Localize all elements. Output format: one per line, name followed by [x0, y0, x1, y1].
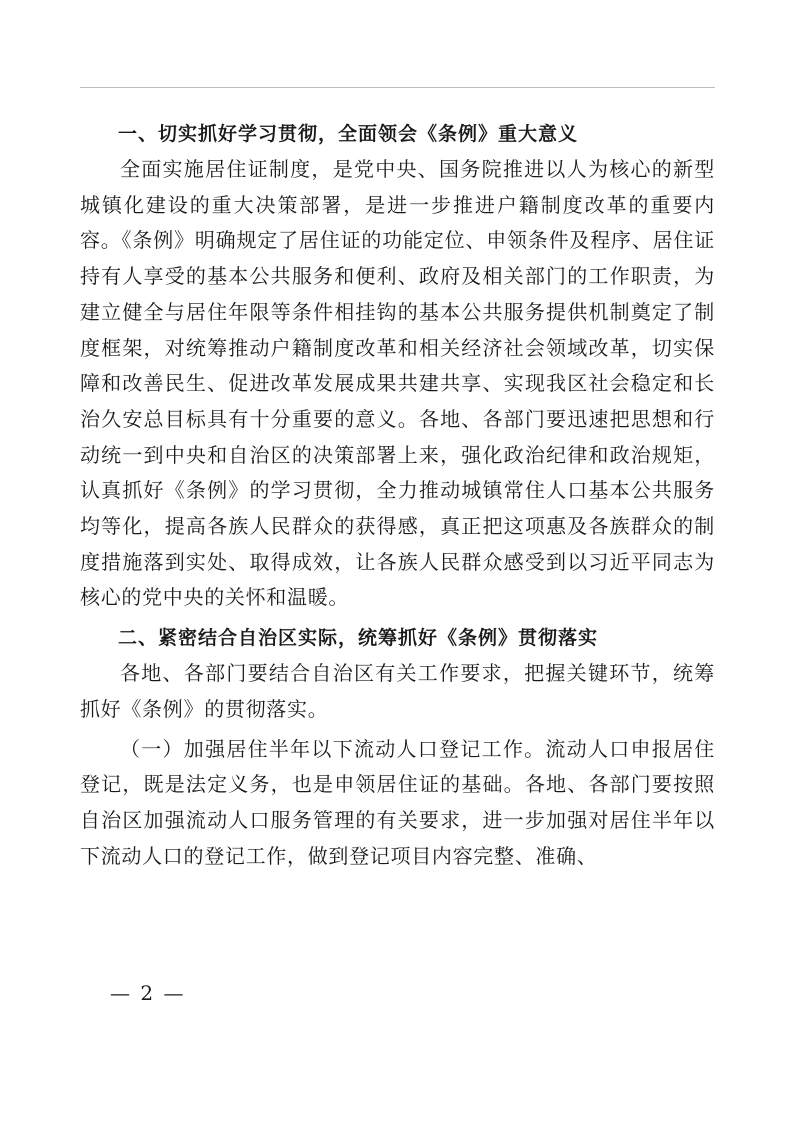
page-number: — 2 —: [110, 981, 186, 1005]
section1-paragraph: 全面实施居住证制度，是党中央、国务院推进以人为核心的新型城镇化建设的重大决策部署，是进一步推进户籍制度改革的重要内容。《条例》明确规定了居住证的功能定位、申领条件及程序、居住证持有人享受的基本公共服务和便利、政府及相关部门的工作职责，为建立健全与居住年限等条件相挂钩的基本公共服务提供机制奠定了制度框架，对统筹推动户籍制度改革和相关经济社会领域改革，切实保障和改善民生、促进改革发展成果共建共享、实现我区社会稳定和长治久安总目标具有十分重要的意义。各地、各部门要迅速把思想和行动统一到中央和自治区的决策部署上来，强化政治纪律和政治规矩，认真抓好《条例》的学习贯彻，全力推动城镇常住人口基本公共服务均等化，提高各族人民群众的获得感，真正把这项惠及各族群众的制度措施落到实处、取得成效，让各族人民群众感受到以习近平同志为核心的党中央的关怀和温暖。: [80, 157, 715, 610]
section2-paragraph: 各地、各部门要结合自治区有关工作要求，把握关键环节，统筹抓好《条例》的贯彻落实。: [80, 661, 715, 721]
subsection1-paragraph: [80, 732, 715, 875]
subsection1-body: 流动人口申报居住登记，既是法定义务，也是申领居住证的基础。各地、各部门要按照自治区加强流动人口服务管理的有关要求，进一步加强对居住半年以下流动人口的登记工作，做到登记项目内容完整、准确、: [80, 736, 715, 868]
subsection1-title: （一）加强居住半年以下流动人口登记工作。: [120, 736, 546, 761]
document-body: [80, 116, 715, 874]
section1-heading: 一、切实抓好学习贯彻，全面领会《条例》重大意义: [118, 123, 579, 145]
section2-heading: 二、紧密结合自治区实际，统筹抓好《条例》贯彻落实: [118, 627, 599, 650]
header-rule: [80, 87, 715, 88]
